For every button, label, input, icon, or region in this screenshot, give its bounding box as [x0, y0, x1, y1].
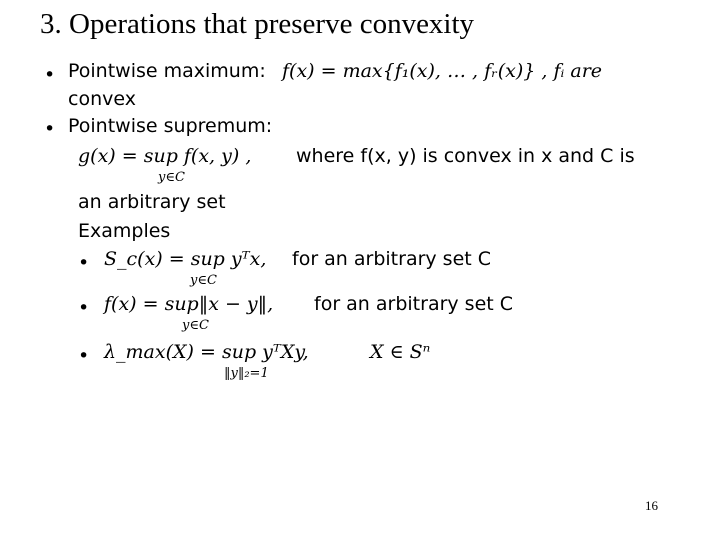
bullet-marker: • [78, 297, 90, 319]
example-farthest-distance-formula: f(x) = sup‖x − y‖, [104, 293, 274, 315]
bullet-marker: • [44, 118, 56, 140]
examples-heading: Examples [78, 220, 171, 242]
pointwise-supremum-subscript: y∈C [158, 170, 185, 185]
slide-title: 3. Operations that preserve convexity [40, 8, 475, 40]
bullet-pointwise-supremum-label: Pointwise supremum: [68, 115, 273, 137]
example-max-eigenvalue-formula: λ_max(X) = sup yᵀXy, [104, 341, 309, 363]
bullet-marker: • [78, 252, 90, 274]
bullet-pointwise-maximum-label: Pointwise maximum: [68, 60, 266, 82]
example-farthest-distance-subscript: y∈C [182, 318, 209, 333]
bullet-marker: • [78, 345, 90, 367]
pointwise-supremum-formula: g(x) = sup f(x, y) , [78, 145, 252, 167]
pointwise-supremum-condition: where f(x, y) is convex in x and C is [296, 145, 635, 167]
pointwise-maximum-continuation: convex [68, 88, 136, 110]
bullet-marker: • [44, 64, 56, 86]
example-max-eigenvalue-domain: X ∈ Sⁿ [370, 341, 431, 363]
example-support-function-text: for an arbitrary set C [292, 248, 492, 270]
example-support-function-formula: S_c(x) = sup yᵀx, [104, 248, 267, 270]
example-support-function-subscript: y∈C [190, 273, 217, 288]
example-farthest-distance-text: for an arbitrary set C [314, 293, 514, 315]
example-max-eigenvalue-subscript: ‖y‖₂=1 [224, 366, 269, 381]
pointwise-maximum-formula: f(x) = max{f₁(x), … , fᵣ(x)} , fᵢ are [282, 60, 603, 82]
pointwise-supremum-continuation: an arbitrary set [78, 191, 226, 213]
page-number: 16 [645, 498, 658, 513]
